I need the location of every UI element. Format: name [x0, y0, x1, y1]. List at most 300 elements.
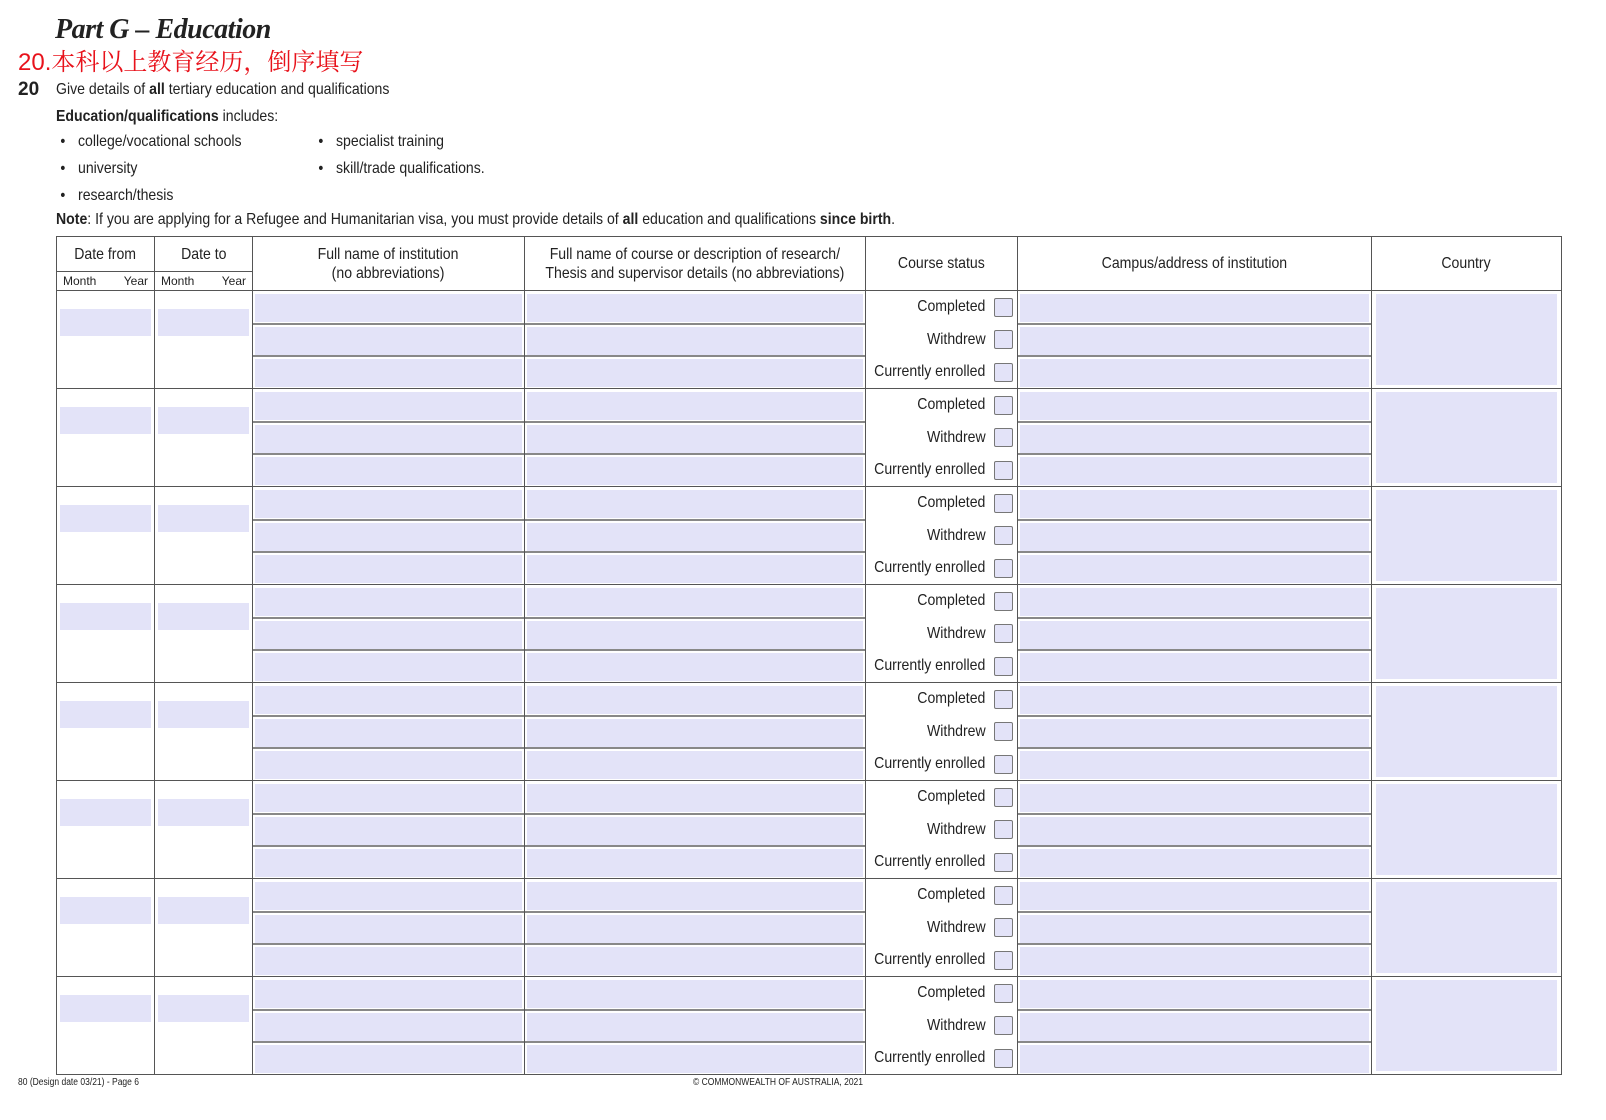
course-field-line-1[interactable] [527, 784, 863, 812]
status-label: Withdrew [927, 624, 986, 642]
campus-field-line-2[interactable] [1020, 327, 1369, 355]
campus-field-line-1[interactable] [1020, 588, 1369, 616]
date-to-field[interactable] [158, 407, 249, 434]
divider [1018, 1041, 1371, 1043]
divider [1018, 551, 1371, 553]
status-option [868, 885, 1013, 905]
divider [525, 551, 865, 553]
divider [1018, 519, 1371, 521]
subheader-from: Month Year [57, 272, 155, 291]
campus-field-line-1[interactable] [1020, 294, 1369, 322]
divider [253, 551, 524, 553]
status-option [868, 591, 1013, 611]
divider [253, 519, 524, 521]
country-field[interactable] [1376, 784, 1557, 875]
status-checkbox[interactable] [994, 984, 1013, 1003]
divider [253, 715, 524, 717]
campus-cell [1017, 291, 1371, 389]
status-checkbox[interactable] [994, 755, 1013, 774]
divider [253, 1041, 524, 1043]
status-option [868, 950, 1013, 970]
institution-field-line-3[interactable] [255, 1045, 522, 1073]
divider [253, 813, 524, 815]
divider [253, 845, 524, 847]
country-cell [1371, 683, 1561, 781]
status-option [868, 460, 1013, 480]
bullet-item: • skill/trade qualifications. [336, 159, 485, 179]
institution-field-line-1[interactable] [255, 882, 522, 910]
course-field-line-3[interactable] [527, 457, 863, 485]
campus-field-line-2[interactable] [1020, 1013, 1369, 1041]
institution-field-line-3[interactable] [255, 359, 522, 387]
institution-cell [253, 683, 525, 781]
date-to-field[interactable] [158, 995, 249, 1022]
status-option [868, 330, 1013, 350]
divider [1018, 747, 1371, 749]
institution-field-line-2[interactable] [255, 425, 522, 453]
date-from-field[interactable] [60, 309, 151, 336]
institution-field-line-3[interactable] [255, 751, 522, 779]
status-label: Currently enrolled [874, 1049, 986, 1066]
course-field-line-1[interactable] [527, 490, 863, 518]
divider [1018, 453, 1371, 455]
date-to-field[interactable] [158, 603, 249, 630]
course-field-line-3[interactable] [527, 653, 863, 681]
date-to-cell [155, 879, 253, 977]
divider [253, 649, 524, 651]
country-field[interactable] [1376, 490, 1557, 581]
institution-field-line-1[interactable] [255, 294, 522, 322]
institution-cell [253, 487, 525, 585]
status-cell [865, 487, 1017, 585]
course-field-line-1[interactable] [527, 882, 863, 910]
course-field-line-2[interactable] [527, 1013, 863, 1041]
campus-field-line-2[interactable] [1020, 523, 1369, 551]
status-option [868, 722, 1013, 742]
campus-field-line-3[interactable] [1020, 849, 1369, 877]
question-text: Give details of all tertiary education and qualifications [56, 81, 390, 98]
question-number: 20 [18, 79, 40, 100]
bullet-item: • specialist training [336, 132, 444, 152]
date-to-cell [155, 291, 253, 389]
country-cell [1371, 487, 1561, 585]
divider [525, 649, 865, 651]
course-field-line-1[interactable] [527, 686, 863, 714]
header-course: Full name of course or description of research/ Thesis and supervisor details (no abbreviations) [525, 237, 866, 291]
campus-field-line-1[interactable] [1020, 882, 1369, 910]
header-institution: Full name of institution (no abbreviations) [253, 237, 525, 291]
date-from-cell [57, 977, 155, 1075]
status-label: Completed [917, 984, 986, 1001]
country-cell [1371, 879, 1561, 977]
date-from-cell [57, 389, 155, 487]
course-field-line-3[interactable] [527, 359, 863, 387]
page-title: Part G – Education [55, 14, 271, 45]
campus-field-line-2[interactable] [1020, 425, 1369, 453]
bullet-item: • research/thesis [78, 186, 173, 206]
course-field-line-1[interactable] [527, 980, 863, 1008]
includes-label: Education/qualifications includes: [56, 108, 279, 125]
status-checkbox[interactable] [994, 624, 1013, 643]
divider [253, 943, 524, 945]
institution-field-line-2[interactable] [255, 327, 522, 355]
status-option [868, 428, 1013, 448]
status-option [868, 689, 1013, 709]
status-checkbox[interactable] [994, 428, 1013, 447]
institution-field-line-1[interactable] [255, 392, 522, 420]
date-from-field[interactable] [60, 505, 151, 532]
status-checkbox[interactable] [994, 330, 1013, 349]
status-checkbox[interactable] [994, 788, 1013, 807]
status-cell [865, 291, 1017, 389]
status-label: Withdrew [927, 1016, 986, 1034]
divider [525, 845, 865, 847]
status-label: Currently enrolled [874, 363, 986, 380]
note: Note: If you are applying for a Refugee and Humanitarian visa, you must provide details of all education and qualifications since birth. [56, 211, 896, 228]
course-field-line-3[interactable] [527, 947, 863, 975]
institution-cell [253, 291, 525, 389]
status-option [868, 787, 1013, 807]
institution-field-line-2[interactable] [255, 915, 522, 943]
footer-copyright: © COMMONWEALTH OF AUSTRALIA, 2021 [693, 1077, 863, 1088]
divider [525, 943, 865, 945]
divider [525, 323, 865, 325]
divider [253, 911, 524, 913]
date-to-cell [155, 683, 253, 781]
status-label: Completed [917, 298, 986, 315]
institution-field-line-3[interactable] [255, 653, 522, 681]
status-checkbox[interactable] [994, 657, 1013, 676]
divider [1018, 911, 1371, 913]
date-from-cell [57, 879, 155, 977]
divider [1018, 1009, 1371, 1011]
divider [1018, 617, 1371, 619]
country-cell [1371, 781, 1561, 879]
status-label: Completed [917, 886, 986, 903]
campus-field-line-1[interactable] [1020, 784, 1369, 812]
status-option [868, 656, 1013, 676]
status-checkbox[interactable] [994, 853, 1013, 872]
status-cell [865, 683, 1017, 781]
status-label: Currently enrolled [874, 951, 986, 968]
course-field-line-3[interactable] [527, 1045, 863, 1073]
course-cell [525, 977, 866, 1075]
date-to-field[interactable] [158, 799, 249, 826]
institution-field-line-2[interactable] [255, 621, 522, 649]
status-checkbox[interactable] [994, 298, 1013, 317]
subheader-to: Month Year [155, 272, 253, 291]
divider [1018, 649, 1371, 651]
campus-field-line-3[interactable] [1020, 359, 1369, 387]
status-option [868, 1048, 1013, 1068]
status-option [868, 395, 1013, 415]
status-label: Completed [917, 592, 986, 609]
country-cell [1371, 977, 1561, 1075]
status-checkbox[interactable] [994, 559, 1013, 578]
status-option [868, 362, 1013, 382]
divider [1018, 845, 1371, 847]
campus-cell [1017, 487, 1371, 585]
institution-cell [253, 389, 525, 487]
divider [1018, 813, 1371, 815]
course-cell [525, 781, 866, 879]
campus-cell [1017, 977, 1371, 1075]
country-field[interactable] [1376, 686, 1557, 777]
divider [525, 1041, 865, 1043]
date-to-field[interactable] [158, 505, 249, 532]
course-field-line-2[interactable] [527, 327, 863, 355]
date-to-cell [155, 389, 253, 487]
status-label: Withdrew [927, 428, 986, 446]
table-row [57, 781, 1562, 879]
status-label: Completed [917, 788, 986, 805]
date-from-cell [57, 291, 155, 389]
date-to-cell [155, 487, 253, 585]
status-option [868, 754, 1013, 774]
institution-field-line-1[interactable] [255, 686, 522, 714]
institution-cell [253, 977, 525, 1075]
date-to-field[interactable] [158, 309, 249, 336]
institution-cell [253, 585, 525, 683]
institution-field-line-2[interactable] [255, 719, 522, 747]
course-cell [525, 389, 866, 487]
campus-field-line-3[interactable] [1020, 457, 1369, 485]
status-checkbox[interactable] [994, 951, 1013, 970]
bullet-item: • college/vocational schools [78, 132, 242, 152]
divider [525, 355, 865, 357]
status-label: Completed [917, 494, 986, 511]
divider [525, 813, 865, 815]
date-from-cell [57, 487, 155, 585]
status-checkbox[interactable] [994, 494, 1013, 513]
status-cell [865, 977, 1017, 1075]
date-from-field[interactable] [60, 603, 151, 630]
header-campus: Campus/address of institution [1017, 237, 1371, 291]
date-from-field[interactable] [60, 995, 151, 1022]
table-row [57, 487, 1562, 585]
country-cell [1371, 585, 1561, 683]
course-field-line-3[interactable] [527, 555, 863, 583]
country-cell [1371, 291, 1561, 389]
course-cell [525, 291, 866, 389]
divider [253, 453, 524, 455]
divider [525, 911, 865, 913]
divider [525, 715, 865, 717]
campus-field-line-3[interactable] [1020, 751, 1369, 779]
course-cell [525, 487, 866, 585]
date-from-field[interactable] [60, 701, 151, 728]
status-option [868, 852, 1013, 872]
divider [525, 453, 865, 455]
campus-field-line-2[interactable] [1020, 817, 1369, 845]
campus-cell [1017, 683, 1371, 781]
campus-field-line-3[interactable] [1020, 555, 1369, 583]
divider [1018, 421, 1371, 423]
course-field-line-1[interactable] [527, 392, 863, 420]
divider [525, 421, 865, 423]
status-cell [865, 781, 1017, 879]
status-checkbox[interactable] [994, 722, 1013, 741]
campus-field-line-3[interactable] [1020, 1045, 1369, 1073]
status-cell [865, 879, 1017, 977]
date-from-cell [57, 585, 155, 683]
status-option [868, 918, 1013, 938]
institution-field-line-2[interactable] [255, 523, 522, 551]
institution-field-line-3[interactable] [255, 457, 522, 485]
date-to-cell [155, 585, 253, 683]
campus-field-line-2[interactable] [1020, 621, 1369, 649]
status-label: Currently enrolled [874, 559, 986, 576]
status-checkbox[interactable] [994, 886, 1013, 905]
education-table [56, 236, 1562, 1075]
institution-field-line-1[interactable] [255, 784, 522, 812]
divider [253, 747, 524, 749]
campus-cell [1017, 585, 1371, 683]
date-from-field[interactable] [60, 799, 151, 826]
status-label: Withdrew [927, 820, 986, 838]
country-field[interactable] [1376, 980, 1557, 1071]
course-field-line-2[interactable] [527, 425, 863, 453]
divider [525, 747, 865, 749]
status-option [868, 820, 1013, 840]
status-checkbox[interactable] [994, 820, 1013, 839]
status-label: Currently enrolled [874, 461, 986, 478]
status-label: Withdrew [927, 918, 986, 936]
header-status: Course status [865, 237, 1017, 291]
status-label: Withdrew [927, 526, 986, 544]
status-cell [865, 585, 1017, 683]
divider [253, 617, 524, 619]
status-option [868, 983, 1013, 1003]
course-field-line-2[interactable] [527, 719, 863, 747]
status-cell [865, 389, 1017, 487]
divider [253, 421, 524, 423]
table-row [57, 977, 1562, 1075]
course-field-line-1[interactable] [527, 588, 863, 616]
campus-field-line-1[interactable] [1020, 392, 1369, 420]
divider [1018, 715, 1371, 717]
course-field-line-3[interactable] [527, 849, 863, 877]
status-label: Withdrew [927, 722, 986, 740]
campus-field-line-2[interactable] [1020, 915, 1369, 943]
date-to-field[interactable] [158, 897, 249, 924]
course-field-line-3[interactable] [527, 751, 863, 779]
campus-field-line-1[interactable] [1020, 980, 1369, 1008]
course-field-line-2[interactable] [527, 817, 863, 845]
status-checkbox[interactable] [994, 526, 1013, 545]
country-field[interactable] [1376, 392, 1557, 483]
campus-cell [1017, 389, 1371, 487]
footer-page: 80 (Design date 03/21) - Page 6 [18, 1077, 139, 1088]
date-to-field[interactable] [158, 701, 249, 728]
annotation: 20.本科以上教育经历，倒序填写 [18, 49, 364, 76]
status-label: Currently enrolled [874, 755, 986, 772]
course-cell [525, 683, 866, 781]
divider [1018, 355, 1371, 357]
institution-field-line-3[interactable] [255, 849, 522, 877]
institution-field-line-1[interactable] [255, 980, 522, 1008]
institution-field-line-3[interactable] [255, 555, 522, 583]
date-from-field[interactable] [60, 407, 151, 434]
status-checkbox[interactable] [994, 918, 1013, 937]
status-checkbox[interactable] [994, 592, 1013, 611]
header-date-from: Date from [57, 237, 155, 272]
status-checkbox[interactable] [994, 461, 1013, 480]
status-option [868, 558, 1013, 578]
status-checkbox[interactable] [994, 396, 1013, 415]
institution-field-line-3[interactable] [255, 947, 522, 975]
campus-field-line-2[interactable] [1020, 719, 1369, 747]
campus-field-line-1[interactable] [1020, 490, 1369, 518]
status-checkbox[interactable] [994, 690, 1013, 709]
institution-field-line-2[interactable] [255, 817, 522, 845]
institution-field-line-2[interactable] [255, 1013, 522, 1041]
status-option [868, 624, 1013, 644]
status-checkbox[interactable] [994, 1049, 1013, 1068]
divider [1018, 323, 1371, 325]
status-label: Completed [917, 396, 986, 413]
status-label: Withdrew [927, 330, 986, 348]
status-label: Currently enrolled [874, 657, 986, 674]
country-field[interactable] [1376, 294, 1557, 385]
status-checkbox[interactable] [994, 1016, 1013, 1035]
table-row [57, 291, 1562, 389]
institution-cell [253, 879, 525, 977]
date-to-cell [155, 781, 253, 879]
date-from-field[interactable] [60, 897, 151, 924]
status-checkbox[interactable] [994, 363, 1013, 382]
institution-field-line-1[interactable] [255, 588, 522, 616]
status-option [868, 1016, 1013, 1036]
country-field[interactable] [1376, 588, 1557, 679]
table-row [57, 879, 1562, 977]
header-date-to: Date to [155, 237, 253, 272]
course-field-line-1[interactable] [527, 294, 863, 322]
country-field[interactable] [1376, 882, 1557, 973]
course-field-line-2[interactable] [527, 621, 863, 649]
country-cell [1371, 389, 1561, 487]
divider [253, 355, 524, 357]
course-cell [525, 879, 866, 977]
campus-field-line-3[interactable] [1020, 947, 1369, 975]
divider [1018, 943, 1371, 945]
status-label: Completed [917, 690, 986, 707]
divider [525, 1009, 865, 1011]
campus-field-line-1[interactable] [1020, 686, 1369, 714]
institution-field-line-1[interactable] [255, 490, 522, 518]
divider [253, 1009, 524, 1011]
status-option [868, 493, 1013, 513]
divider [525, 617, 865, 619]
status-label: Currently enrolled [874, 853, 986, 870]
divider [253, 323, 524, 325]
campus-cell [1017, 781, 1371, 879]
course-cell [525, 585, 866, 683]
table-row [57, 389, 1562, 487]
date-from-cell [57, 781, 155, 879]
date-to-cell [155, 977, 253, 1075]
course-field-line-2[interactable] [527, 523, 863, 551]
course-field-line-2[interactable] [527, 915, 863, 943]
bullet-item: • university [78, 159, 137, 179]
divider [525, 519, 865, 521]
table-row [57, 585, 1562, 683]
institution-cell [253, 781, 525, 879]
campus-cell [1017, 879, 1371, 977]
header-country: Country [1371, 237, 1561, 291]
campus-field-line-3[interactable] [1020, 653, 1369, 681]
table-row [57, 683, 1562, 781]
